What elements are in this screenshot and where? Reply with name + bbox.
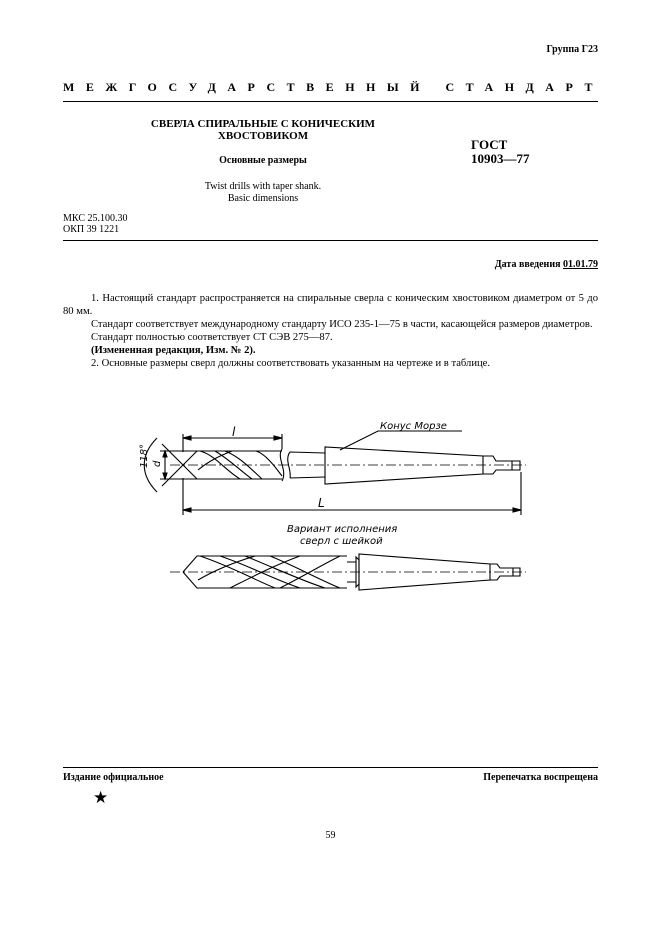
dim-label-angle: 118° — [139, 443, 150, 468]
paragraph-3: Стандарт полностью соответствует СТ СЭВ 275—87. — [91, 332, 333, 343]
standard-banner: МЕЖГОСУДАРСТВЕННЫЙ СТАНДАРТ — [63, 80, 604, 94]
gost-label: ГОСТ — [471, 137, 508, 152]
gost-number: 10903—77 — [471, 151, 530, 166]
taper-shank — [325, 447, 483, 484]
okp-code: ОКП 39 1221 — [63, 224, 120, 235]
page-number: 59 — [325, 830, 336, 841]
intro-date-value: 01.01.79 — [563, 259, 598, 270]
paragraph-4: 2. Основные размеры сверл должны соответствовать указанным на чертеже и в таблице. — [91, 358, 491, 369]
group-code: Группа Г23 — [546, 44, 598, 55]
title-line-2: ХВОСТОВИКОМ — [217, 130, 309, 142]
english-title-line-2: Basic dimensions — [227, 193, 299, 204]
paragraph-2: Стандарт соответствует международному стандарту ИСО 235-1—75 в части, касающейся размеров диаметров. — [91, 319, 593, 330]
paragraph-1: 1. Настоящий стандарт распространяется на спиральные сверла с коническим хвостовиком диаметром от 5 до 80 мм. — [63, 293, 598, 317]
title-line-1: СВЕРЛА СПИРАЛЬНЫЕ С КОНИЧЕСКИМ — [150, 118, 376, 130]
paragraph-amendment: (Измененная редакция, Изм. № 2). — [91, 345, 256, 356]
document-subtitle: Основные размеры — [219, 155, 307, 166]
dim-label-l: l — [232, 425, 236, 439]
official-edition: Издание официальное — [63, 772, 164, 783]
mks-code: МКС 25.100.30 — [63, 213, 128, 224]
dim-label-d: d — [152, 460, 163, 467]
reprint-notice: Перепечатка воспрещена — [483, 772, 598, 783]
morse-cone-label: Конус Морзе — [380, 421, 447, 432]
variant-caption-line-2: сверл с шейкой — [300, 536, 383, 547]
star-icon: ★ — [93, 788, 109, 807]
dim-label-L: L — [318, 496, 325, 510]
english-title-line-1: Twist drills with taper shank. — [204, 181, 322, 192]
footer-rule — [63, 767, 598, 768]
intro-date-label: Дата введения — [494, 259, 561, 270]
variant-caption-line-1: Вариант исполнения — [287, 524, 398, 535]
